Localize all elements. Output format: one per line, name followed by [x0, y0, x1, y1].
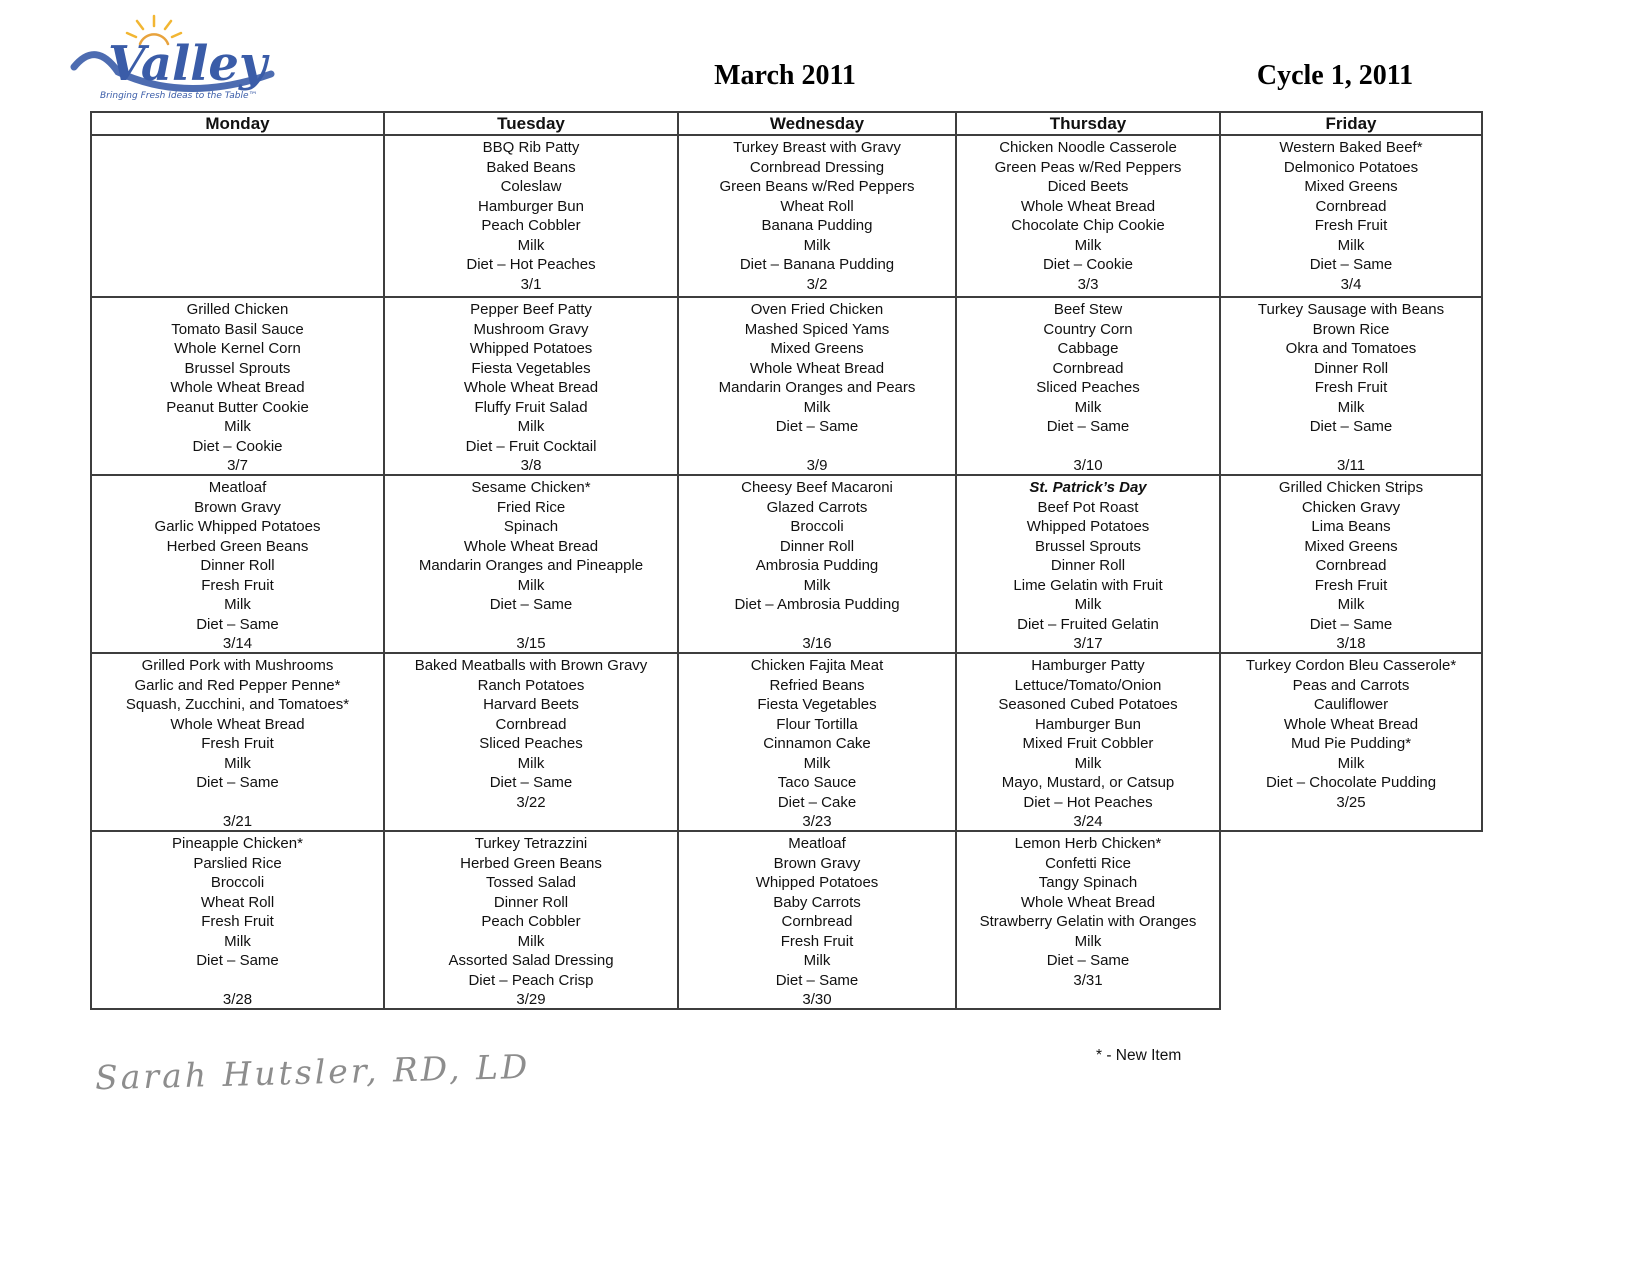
menu-item: Squash, Zucchini, and Tomatoes* — [125, 696, 350, 713]
menu-item: Diet – Same — [489, 596, 573, 613]
menu-cell-week4-tuesday — [385, 654, 679, 832]
menu-item: Chicken Fajita Meat — [750, 657, 884, 674]
menu-cell-week1-thursday — [957, 136, 1221, 298]
date-label: 3/18 — [1336, 635, 1366, 652]
menu-item: Diet – Same — [1046, 952, 1130, 969]
menu-cell-week5-monday — [92, 832, 385, 1010]
menu-item: Mashed Spiced Yams — [744, 320, 890, 338]
menu-item: Fried Rice — [496, 498, 566, 516]
menu-item: Brown Rice — [1312, 320, 1390, 338]
menu-item: Cornbread — [1052, 359, 1124, 377]
menu-item: Meatloaf — [788, 835, 846, 852]
menu-cell-week4-thursday — [957, 654, 1221, 832]
menu-cell-week4-wednesday — [679, 654, 957, 832]
menu-item: Mandarin Oranges and Pineapple — [418, 557, 644, 574]
menu-item: Brussel Sprouts — [184, 359, 291, 377]
menu-item: Milk — [803, 754, 831, 772]
menu-item — [957, 437, 1219, 457]
menu-item: Cornbread — [781, 913, 853, 930]
menu-cell-week3-tuesday — [385, 476, 679, 654]
date-label: 3/3 — [1077, 275, 1099, 293]
menu-cell-week2-tuesday — [385, 298, 679, 476]
menu-item: Seasoned Cubed Potatoes — [998, 696, 1178, 713]
menu-item: Dinner Roll — [779, 537, 855, 555]
menu-item: Broccoli — [210, 874, 265, 891]
menu-item: Turkey Breast with Gravy — [733, 139, 901, 156]
menu-item: Fresh Fruit — [1314, 576, 1388, 594]
menu-item: Milk — [224, 932, 251, 950]
date-label: 3/1 — [520, 275, 542, 293]
menu-item: Milk — [1074, 754, 1102, 772]
menu-cell-week3-friday — [1221, 476, 1483, 654]
menu-item: Chocolate Chip Cookie — [1011, 217, 1165, 234]
date-label: 3/24 — [1073, 813, 1103, 830]
menu-item: Mayo, Mustard, or Catsup — [1001, 774, 1175, 791]
menu-item: Wheat Roll — [780, 197, 854, 215]
menu-item: Country Corn — [1043, 320, 1133, 338]
menu-item: Garlic and Red Pepper Penne* — [134, 676, 341, 694]
menu-item: Delmonico Potatoes — [1283, 158, 1419, 176]
menu-item: Milk — [1074, 932, 1102, 950]
menu-item: Diet – Same — [1046, 418, 1130, 435]
menu-item: Milk — [1337, 596, 1365, 613]
menu-item: Diet – Same — [775, 418, 859, 435]
menu-item: Harvard Beets — [483, 696, 579, 713]
menu-item: Whipped Potatoes — [1026, 518, 1150, 535]
menu-cell-week5-wednesday — [679, 832, 957, 1010]
menu-item: Milk — [803, 576, 831, 594]
menu-item: Diet – Ambrosia Pudding — [734, 596, 900, 613]
menu-item: Beef Pot Roast — [1037, 498, 1139, 516]
menu-item: Pineapple Chicken* — [172, 835, 303, 852]
menu-item: Grilled Pork with Mushrooms — [141, 657, 334, 674]
menu-item: Garlic Whipped Potatoes — [154, 518, 321, 535]
menu-cell-week2-friday — [1221, 298, 1483, 476]
date-label: 3/22 — [516, 793, 546, 811]
menu-item — [679, 437, 955, 457]
menu-item: Milk — [224, 754, 251, 772]
menu-item: Whole Wheat Bread — [1020, 197, 1156, 215]
menu-item: Sliced Peaches — [479, 735, 583, 752]
menu-item: Herbed Green Beans — [166, 537, 309, 555]
menu-item: Mixed Greens — [1304, 178, 1398, 195]
date-label: 3/4 — [1340, 275, 1362, 293]
menu-item: Coleslaw — [500, 178, 562, 195]
menu-item: Milk — [803, 952, 831, 969]
menu-item — [92, 793, 383, 813]
valley-logo-graphic — [66, 12, 296, 107]
menu-item: Mixed Greens — [1304, 537, 1398, 555]
cycle-label: Cycle 1, 2011 — [1256, 60, 1414, 91]
menu-item: Fresh Fruit — [201, 735, 274, 752]
page-title: March 2011 — [714, 60, 856, 91]
menu-item: Lettuce/Tomato/Onion — [1014, 676, 1162, 694]
menu-item: Chicken Gravy — [1301, 498, 1401, 516]
menu-item: Wheat Roll — [200, 893, 275, 911]
menu-item: Fresh Fruit — [1314, 217, 1388, 234]
date-label: 3/28 — [222, 991, 253, 1008]
menu-item: Hamburger Bun — [478, 197, 584, 215]
menu-item: Grilled Chicken — [186, 301, 289, 318]
menu-item: Beef Stew — [1053, 301, 1123, 318]
menu-item: Cheesy Beef Macaroni — [741, 479, 893, 496]
menu-item: Chicken Noodle Casserole — [999, 139, 1177, 156]
menu-item: Milk — [1337, 398, 1365, 416]
menu-item: Taco Sauce — [777, 774, 857, 791]
date-label: 3/30 — [802, 991, 832, 1008]
menu-item: Fresh Fruit — [201, 913, 274, 930]
menu-cell-week2-thursday — [957, 298, 1221, 476]
menu-item: Lemon Herb Chicken* — [1014, 835, 1162, 852]
date-label: 3/8 — [520, 457, 542, 474]
menu-item: Tangy Spinach — [1038, 874, 1138, 891]
menu-cell-week3-thursday — [957, 476, 1221, 654]
logo-wordmark: Valley — [108, 36, 267, 92]
menu-item: Whole Wheat Bread — [463, 537, 599, 555]
menu-cell-week1-tuesday — [385, 136, 679, 298]
menu-item: Green Peas w/Red Peppers — [994, 158, 1182, 176]
day-header-wednesday: Wednesday — [679, 113, 957, 136]
menu-item: Turkey Tetrazzini — [474, 835, 588, 852]
menu-item: Diet – Fruit Cocktail — [465, 437, 597, 455]
menu-item: Milk — [224, 596, 251, 613]
menu-cell-week5-friday — [1221, 832, 1483, 1010]
date-label: 3/16 — [802, 635, 832, 652]
menu-item: Ranch Potatoes — [477, 676, 585, 694]
menu-item: Baked Beans — [486, 158, 576, 176]
menu-item: Confetti Rice — [1045, 854, 1131, 872]
menu-cell-week1-monday — [92, 136, 385, 298]
menu-item: Whole Kernel Corn — [174, 340, 301, 357]
menu-item: Mud Pie Pudding* — [1290, 735, 1412, 752]
menu-item: BBQ Rib Patty — [482, 139, 580, 156]
menu-item: Peach Cobbler — [481, 217, 581, 234]
date-label: 3/10 — [1073, 457, 1103, 474]
menu-item: Diet – Same — [1309, 418, 1393, 435]
menu-item: Milk — [517, 576, 545, 594]
menu-item: Diet – Cake — [777, 793, 857, 811]
day-header-friday: Friday — [1221, 113, 1483, 136]
date-label: 3/31 — [1073, 971, 1103, 989]
menu-item: Turkey Sausage with Beans — [1257, 301, 1445, 318]
new-item-footnote: * - New Item — [1096, 1047, 1182, 1064]
menu-item: Milk — [517, 754, 545, 772]
holiday-label: St. Patrick’s Day — [1029, 479, 1147, 496]
menu-item: Parslied Rice — [193, 854, 282, 872]
menu-item: Whole Wheat Bread — [1020, 893, 1156, 911]
menu-item: Whipped Potatoes — [755, 874, 879, 891]
menu-item: Peach Cobbler — [481, 913, 581, 930]
menu-item: Mixed Greens — [770, 340, 864, 357]
menu-item: Milk — [517, 418, 545, 435]
menu-item: Diet – Same — [196, 774, 279, 791]
menu-item — [92, 971, 383, 991]
menu-item: Oven Fried Chicken — [750, 301, 884, 318]
menu-item: Brown Gravy — [194, 498, 281, 516]
menu-item: Baked Meatballs with Brown Gravy — [414, 657, 648, 674]
menu-item: Tossed Salad — [485, 874, 577, 891]
menu-item: Diet – Same — [489, 774, 573, 791]
day-header-tuesday: Tuesday — [385, 113, 679, 136]
menu-item: Diet – Same — [196, 952, 279, 969]
menu-item — [385, 615, 677, 635]
menu-item: Assorted Salad Dressing — [448, 952, 614, 969]
menu-item: Milk — [1337, 236, 1365, 254]
menu-item: Diet – Same — [775, 971, 859, 989]
menu-cell-week4-friday — [1221, 654, 1483, 832]
menu-item: Milk — [224, 418, 251, 435]
menu-item: Milk — [1074, 236, 1102, 254]
menu-calendar-table — [90, 111, 1483, 1010]
menu-item: Hamburger Patty — [1031, 657, 1145, 674]
date-label: 3/14 — [222, 635, 253, 652]
menu-item: Brown Gravy — [773, 854, 861, 872]
date-label: 3/9 — [806, 457, 828, 474]
menu-item: Whole Wheat Bread — [1283, 715, 1419, 733]
menu-cell-week3-wednesday — [679, 476, 957, 654]
menu-item: Banana Pudding — [761, 217, 873, 234]
menu-item: Diet – Same — [196, 615, 279, 633]
menu-item: Diet – Hot Peaches — [466, 256, 596, 273]
menu-item: Hamburger Bun — [1035, 715, 1141, 733]
menu-item: Lime Gelatin with Fruit — [1013, 576, 1163, 594]
menu-item: Spinach — [503, 518, 559, 535]
menu-item: Green Beans w/Red Peppers — [719, 178, 915, 195]
date-label: 3/17 — [1073, 635, 1103, 652]
menu-item: Grilled Chicken Strips — [1278, 479, 1424, 496]
menu-item: Dinner Roll — [200, 557, 275, 574]
menu-item: Dinner Roll — [1050, 557, 1126, 574]
menu-item: Peas and Carrots — [1292, 676, 1410, 694]
menu-item: Whole Wheat Bread — [749, 359, 885, 377]
date-label: 3/7 — [227, 457, 248, 474]
menu-item: Whipped Potatoes — [469, 340, 593, 357]
menu-item: Cabbage — [1057, 340, 1119, 357]
menu-cell-week2-monday — [92, 298, 385, 476]
day-header-thursday: Thursday — [957, 113, 1221, 136]
menu-item: Refried Beans — [769, 676, 865, 694]
menu-item: Cauliflower — [1313, 696, 1389, 713]
menu-item: Mandarin Oranges and Pears — [718, 379, 916, 396]
menu-item: Tomato Basil Sauce — [171, 320, 304, 338]
menu-item: Fiesta Vegetables — [471, 359, 591, 377]
date-label: 3/29 — [516, 991, 546, 1008]
date-label: 3/2 — [806, 275, 828, 293]
menu-item: Turkey Cordon Bleu Casserole* — [1245, 657, 1457, 674]
menu-item: Herbed Green Beans — [460, 854, 602, 872]
menu-cell-week4-monday — [92, 654, 385, 832]
menu-item: Cornbread — [1315, 557, 1387, 574]
menu-item: Okra and Tomatoes — [1285, 340, 1417, 357]
menu-item: Diced Beets — [1047, 178, 1129, 195]
menu-item: Cornbread — [495, 715, 567, 733]
menu-item: Sesame Chicken* — [471, 479, 591, 496]
date-label: 3/15 — [516, 635, 546, 652]
menu-item: Mixed Fruit Cobbler — [1022, 735, 1154, 752]
menu-item: Milk — [1074, 596, 1102, 613]
menu-item: Strawberry Gelatin with Oranges — [979, 913, 1197, 930]
menu-item: Whole Wheat Bread — [463, 379, 599, 396]
menu-item: Fresh Fruit — [1314, 379, 1388, 396]
menu-item: Diet – Same — [1309, 256, 1393, 273]
logo-tagline: Bringing Fresh Ideas to the Table™ — [100, 91, 258, 101]
menu-item: Diet – Fruited Gelatin — [1017, 615, 1159, 633]
valley-logo — [66, 12, 296, 107]
menu-item: Milk — [517, 236, 545, 254]
menu-item: Fresh Fruit — [201, 576, 274, 594]
menu-item — [1221, 437, 1481, 457]
menu-item: Pepper Beef Patty — [470, 301, 592, 318]
menu-item: Dinner Roll — [493, 893, 569, 911]
menu-item: Fluffy Fruit Salad — [474, 398, 588, 416]
menu-cell-week1-wednesday — [679, 136, 957, 298]
menu-item: Sliced Peaches — [1036, 379, 1140, 396]
menu-item: Milk — [517, 932, 545, 950]
menu-item: Peanut Butter Cookie — [166, 398, 309, 416]
menu-item: Baby Carrots — [773, 893, 861, 911]
menu-item: Milk — [1337, 754, 1365, 772]
menu-item: Cornbread — [1315, 197, 1387, 215]
date-label: 3/21 — [222, 813, 253, 830]
menu-cell-week2-wednesday — [679, 298, 957, 476]
menu-item: Flour Tortilla — [776, 715, 858, 733]
menu-item: Diet – Cookie — [1042, 256, 1134, 273]
date-label: 3/11 — [1336, 457, 1366, 474]
day-header-monday: Monday — [92, 113, 385, 136]
menu-item: Milk — [1074, 398, 1102, 416]
menu-item: Milk — [803, 398, 831, 416]
menu-item: Cinnamon Cake — [763, 735, 871, 752]
menu-item: Meatloaf — [208, 479, 267, 496]
menu-item: Diet – Cookie — [192, 437, 283, 455]
menu-item: Milk — [803, 236, 831, 254]
menu-item — [679, 615, 955, 635]
menu-item: Glazed Carrots — [766, 498, 868, 516]
menu-item: Ambrosia Pudding — [755, 557, 879, 574]
menu-item: Lima Beans — [1311, 518, 1391, 535]
menu-item: Brussel Sprouts — [1035, 537, 1141, 555]
menu-item: Fiesta Vegetables — [757, 696, 877, 713]
menu-item: Diet – Chocolate Pudding — [1265, 774, 1437, 791]
menu-cell-week5-tuesday — [385, 832, 679, 1010]
date-label: 3/23 — [802, 813, 832, 830]
menu-item: Diet – Hot Peaches — [1023, 793, 1153, 811]
menu-cell-week1-friday — [1221, 136, 1483, 298]
menu-item: Western Baked Beef* — [1279, 139, 1423, 156]
date-label: 3/25 — [1336, 793, 1366, 811]
menu-item: Fresh Fruit — [780, 932, 854, 950]
dietitian-signature: Sarah Hutsler, RD, LD — [94, 1046, 531, 1098]
menu-item: Cornbread Dressing — [749, 158, 885, 176]
menu-item: Diet – Same — [1309, 615, 1393, 633]
menu-item: Diet – Peach Crisp — [468, 971, 594, 989]
menu-item: Diet – Banana Pudding — [739, 256, 895, 273]
menu-item: Whole Wheat Bread — [170, 379, 305, 396]
menu-item: Broccoli — [790, 518, 844, 535]
menu-cell-week3-monday — [92, 476, 385, 654]
menu-cell-week5-thursday — [957, 832, 1221, 1010]
menu-item: Mushroom Gravy — [473, 320, 589, 338]
menu-item: Dinner Roll — [1313, 359, 1389, 377]
menu-item: Whole Wheat Bread — [170, 715, 305, 733]
